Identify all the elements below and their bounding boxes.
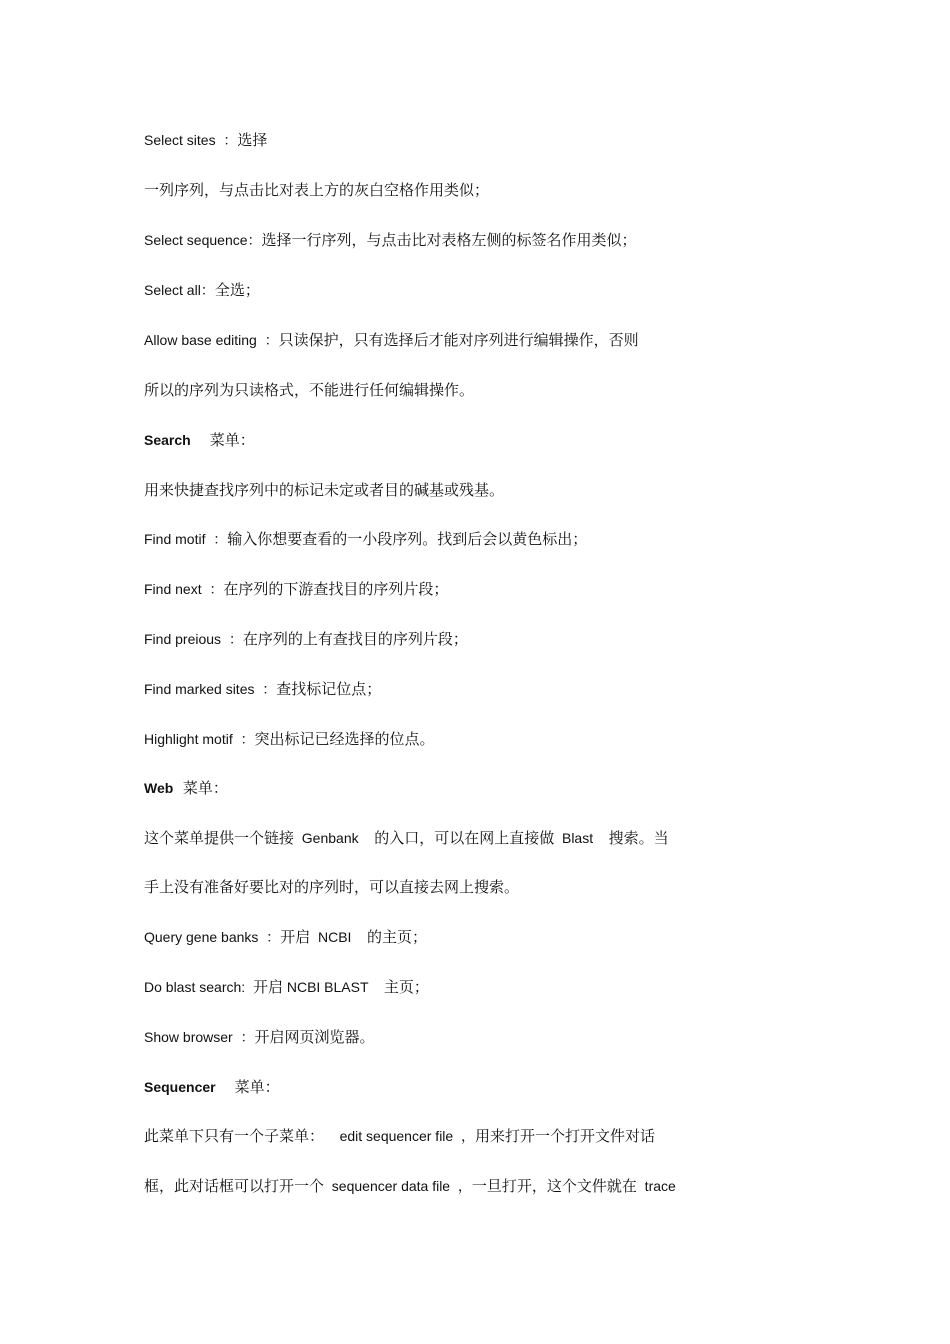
desc-text: 查找标记位点；: [276, 680, 382, 698]
heading-search: Search: [144, 432, 191, 448]
heading-suffix: 菜单：: [190, 431, 255, 449]
term-show-browser: Show browser ：: [144, 1029, 255, 1045]
desc-text: 选择一行序列，与点击比对表格左侧的标签名作用类似；: [261, 231, 637, 249]
term-ncbi-blast: NCBI BLAST: [282, 979, 384, 995]
desc-text: 输入你想要查看的一小段序列。找到后会以黄色标出；: [227, 530, 588, 548]
web-desc-line: [144, 828, 669, 848]
desc-text: 这个菜单提供一个链接: [144, 829, 295, 847]
desc-text: 用来快捷查找序列中的标记未定或者目的碱基或残基。: [144, 481, 505, 499]
heading-web: Web: [144, 780, 174, 796]
desc-text: 一旦打开，这个文件就在: [471, 1177, 637, 1195]
term-find-next: Find next ：: [144, 581, 224, 597]
term-select-all: Select all：: [144, 282, 215, 298]
desc-text: 的主页；: [367, 928, 428, 946]
term-allow-base-editing: Allow base editing ：: [144, 332, 279, 348]
allow-base-editing-line: [144, 330, 639, 350]
desc-text: 框，此对话框可以打开一个: [144, 1177, 325, 1195]
desc-text: 手上没有准备好要比对的序列时，可以直接去网上搜索。: [144, 878, 520, 896]
desc-text: 开启: [280, 928, 311, 946]
sequencer-desc-line-2: [144, 1176, 676, 1196]
heading-sequencer: Sequencer: [144, 1079, 216, 1095]
do-blast-search-line: [144, 977, 429, 997]
desc-text: 突出标记已经选择的位点。: [254, 730, 435, 748]
select-sites-line: [144, 130, 267, 150]
highlight-motif-line: [144, 729, 435, 749]
term-do-blast-search: Do blast search:: [144, 979, 253, 995]
desc-text: 只读保护，只有选择后才能对序列进行编辑操作，否则: [278, 331, 639, 349]
select-all-line: [144, 280, 260, 300]
find-preious-line: [144, 629, 468, 649]
paragraph-line: [144, 877, 519, 897]
term-genbank: Genbank: [294, 830, 375, 846]
find-marked-sites-line: [144, 679, 381, 699]
find-motif-line: [144, 529, 587, 549]
desc-text: 用来打开一个打开文件对话: [474, 1127, 655, 1145]
term-find-motif: Find motif ：: [144, 531, 228, 547]
desc-text: 开启: [252, 978, 283, 996]
show-browser-line: [144, 1027, 375, 1047]
term-sequencer-data-file: sequencer data file ，: [324, 1178, 472, 1194]
web-menu-heading: [144, 778, 228, 798]
desc-text: 全选；: [214, 281, 260, 299]
term-select-sites: Select sites ：: [144, 132, 238, 148]
term-edit-sequencer-file: edit sequencer file ，: [324, 1128, 475, 1144]
desc-text: 主页；: [383, 978, 429, 996]
term-highlight-motif: Highlight motif ：: [144, 731, 255, 747]
paragraph-line: [144, 380, 474, 400]
sequencer-menu-heading: [144, 1077, 280, 1097]
desc-text: 此菜单下只有一个子菜单：: [144, 1127, 325, 1145]
term-find-marked-sites: Find marked sites ：: [144, 681, 277, 697]
desc-text: 选择: [237, 131, 268, 149]
desc-text: 在序列的上有查找目的序列片段；: [242, 630, 468, 648]
desc-text: 开启网页浏览器。: [254, 1028, 375, 1046]
term-blast: Blast: [554, 830, 609, 846]
sequencer-desc-line: [144, 1126, 655, 1146]
desc-text: 一列序列，与点击比对表上方的灰白空格作用类似；: [144, 181, 490, 199]
term-select-sequence: Select sequence：: [144, 232, 262, 248]
desc-text: 在序列的下游查找目的序列片段；: [223, 580, 449, 598]
paragraph-line: [144, 180, 489, 200]
heading-suffix: 菜单：: [215, 1078, 280, 1096]
find-next-line: [144, 579, 448, 599]
select-sequence-line: [144, 230, 637, 250]
term-trace: trace: [636, 1178, 676, 1194]
desc-text: 的入口，可以在网上直接做: [374, 829, 555, 847]
search-menu-heading: [144, 430, 255, 450]
term-ncbi: NCBI: [310, 929, 367, 945]
desc-text: 所以的序列为只读格式，不能进行任何编辑操作。: [144, 381, 475, 399]
desc-text: 搜索。当: [608, 829, 669, 847]
heading-suffix: 菜单：: [173, 779, 228, 797]
paragraph-line: [144, 480, 504, 500]
query-gene-banks-line: [144, 927, 427, 947]
term-find-preious: Find preious ：: [144, 631, 243, 647]
term-query-gene-banks: Query gene banks ：: [144, 929, 281, 945]
